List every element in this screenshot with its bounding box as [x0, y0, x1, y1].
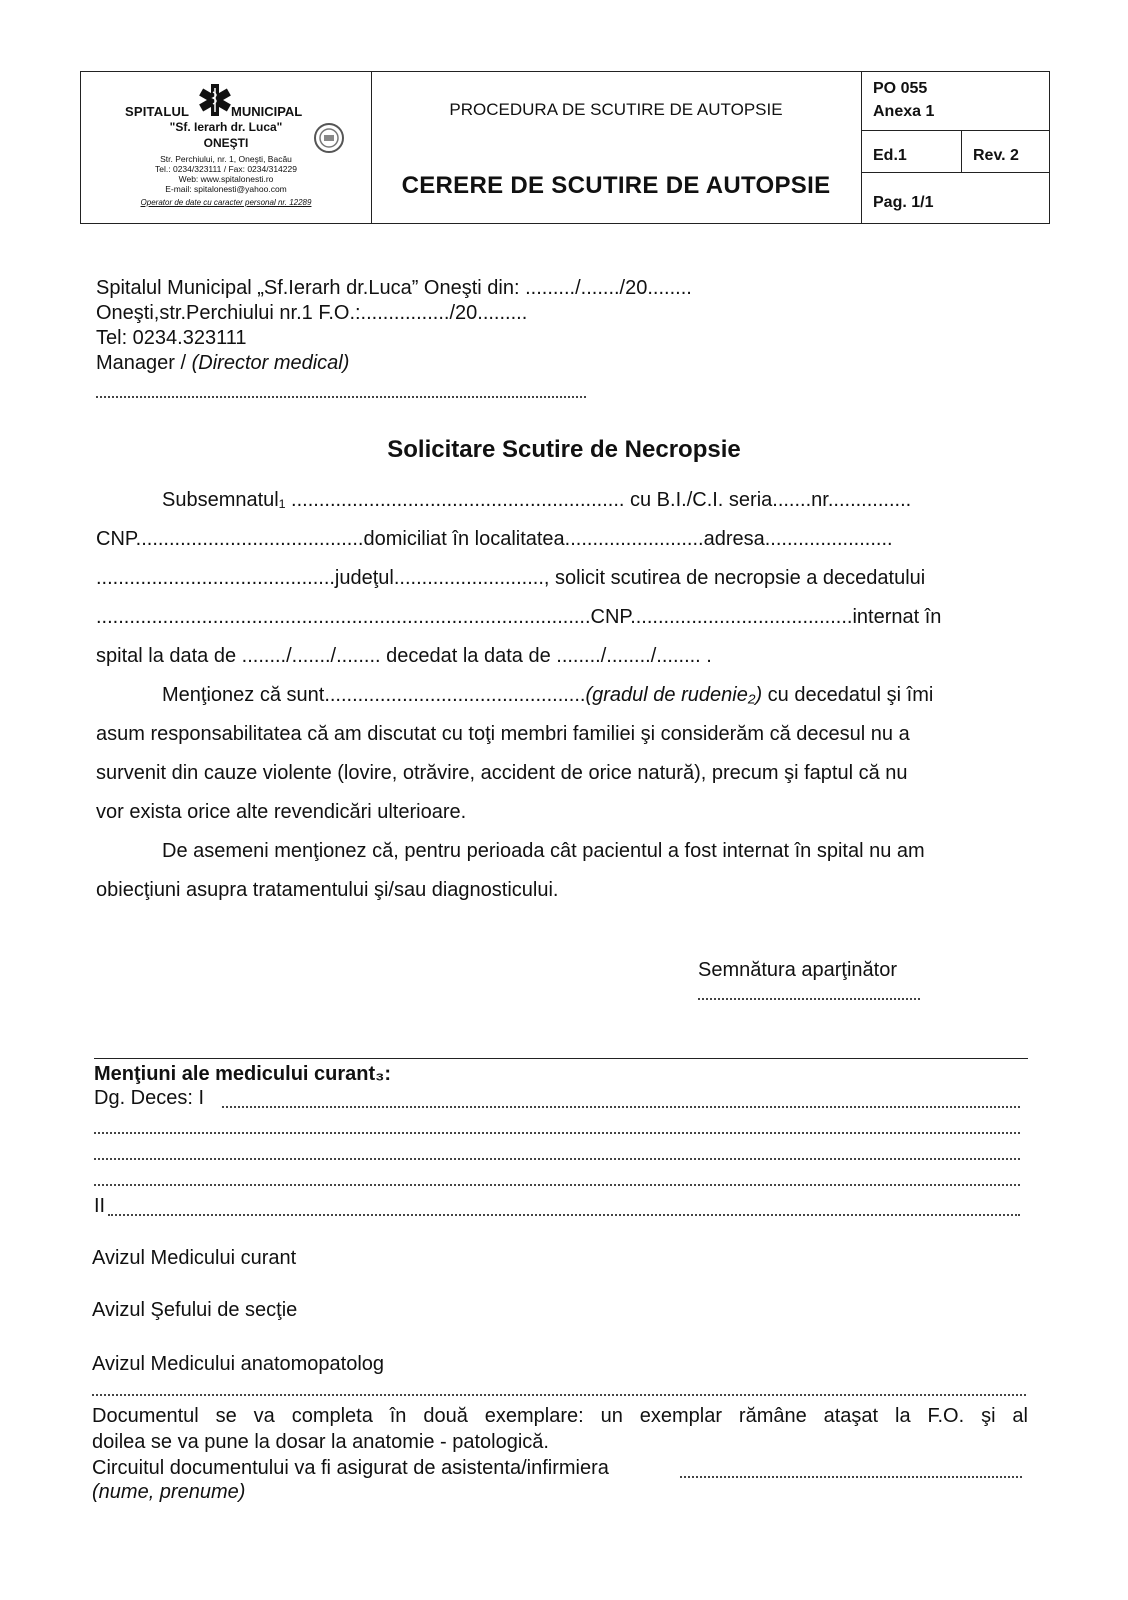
kinship-field: Menţionez că sunt............................................... [162, 684, 586, 706]
director-label: (Director medical) [191, 352, 350, 374]
request-title: Solicitare Scutire de Necropsie [387, 436, 741, 463]
manager-label: Manager / [96, 352, 192, 374]
seal-icon [313, 122, 345, 154]
divider [861, 130, 1049, 131]
body-text: cu decedatul şi îmi [762, 684, 934, 706]
diagnosis-field-5[interactable] [108, 1214, 1020, 1216]
doctor-section-heading: Menţiuni ale medicului curant₃: [94, 1063, 392, 1085]
page-label: Pag. 1/1 [873, 194, 934, 211]
document-header [80, 71, 1050, 224]
diagnosis-field-3[interactable] [94, 1158, 1020, 1160]
address-line-1: Spitalul Municipal „Sf.Ierarh dr.Luca” Oneşti din: ........./......./20........ [96, 277, 692, 299]
body-line: survenit din cauze violente (lovire, otrăvire, accident de orice natură), precum şi faptul că nu [96, 762, 908, 784]
address-line-2: Oneşti,str.Perchiului nr.1 F.O.:................/20......... [96, 302, 528, 324]
footer-note-line: doilea se va pune la dosar la anatomie - patologică. [92, 1431, 549, 1453]
body-line: CNP.........................................domiciliat în localitatea.........................adresa....................... [96, 528, 893, 550]
footer-note-line: Circuitul documentului va fi asigurat de asistenta/infirmiera [92, 1457, 609, 1479]
approval-head-of-department: Avizul Şefului de secţie [92, 1299, 298, 1321]
footer-note-line: (nume, prenume) [92, 1481, 246, 1503]
body-line: Subsemnatul₁ ............................................................ cu B.I./C.I. seria.......nr............... [162, 489, 912, 511]
divider [961, 130, 962, 172]
address-line-4 [96, 351, 349, 375]
procedure-code: PO 055 [873, 80, 928, 97]
section-divider [94, 1058, 1028, 1059]
hospital-logo-block [81, 72, 372, 223]
procedure-block [371, 72, 862, 223]
form-title: CERERE DE SCUTIRE DE AUTOPSIE [401, 172, 831, 199]
nurse-name-field[interactable] [680, 1476, 1022, 1478]
hospital-email: E-mail: spitalonesti@yahoo.com [165, 184, 287, 194]
footer-note-line: Documentul se va completa în două exemplare: un exemplar rămâne ataşat la F.O. şi al [92, 1405, 1028, 1427]
address-line-3: Tel: 0234.323111 [96, 327, 247, 349]
diagnosis-field-1[interactable] [222, 1106, 1020, 1108]
hospital-name-left: SPITALUL [125, 104, 190, 119]
body-line: vor exista orice alte revendicări ulterioare. [96, 801, 467, 823]
revision-label: Rev. 2 [973, 147, 1019, 164]
hospital-web: Web: www.spitalonesti.ro [178, 174, 274, 184]
body-line: ...........................................judeţul..........................., solicit scutirea de necropsie a decedatului [96, 567, 926, 589]
diagnosis-field-4[interactable] [94, 1184, 1020, 1186]
kinship-note: (gradul de rudenie₂) [585, 684, 763, 706]
hospital-address: Str. Perchiului, nr. 1, Oneşti, Bacău [160, 154, 292, 164]
document-code-block [861, 72, 1049, 223]
approval-attending-doctor: Avizul Medicului curant [92, 1247, 297, 1269]
star-of-life-icon [195, 80, 235, 120]
edition-label: Ed.1 [873, 147, 907, 164]
diagnosis-label-2: II [94, 1195, 106, 1217]
data-operator-note: Operator de date cu caracter personal nr. 12289 [140, 198, 312, 207]
body-line: spital la data de ......../......./........ decedat la data de ......../......../........ . [96, 645, 712, 667]
signature-field[interactable] [698, 998, 920, 1000]
recipient-name-field[interactable] [96, 396, 586, 398]
divider [861, 172, 1049, 173]
hospital-phone: Tel.: 0234/323111 / Fax: 0234/314229 [155, 164, 297, 174]
body-line: De asemeni menţionez că, pentru perioada cât pacientul a fost internat în spital nu am [162, 840, 925, 862]
body-line: .........................................................................................CNP........................................internat în [96, 606, 942, 628]
approval-field[interactable] [92, 1394, 1026, 1396]
body-line [162, 683, 933, 707]
body-line: asum responsabilitatea că am discutat cu toţi membri familiei şi considerăm că decesul nu a [96, 723, 910, 745]
hospital-patron: "Sf. Ierarh dr. Luca" [169, 120, 283, 134]
body-line: obiecţiuni asupra tratamentului şi/sau diagnosticului. [96, 879, 559, 901]
diagnosis-label-1: Dg. Deces: I [94, 1087, 205, 1109]
approval-pathologist: Avizul Medicului anatomopatolog [92, 1353, 385, 1375]
procedure-name: PROCEDURA DE SCUTIRE DE AUTOPSIE [449, 100, 783, 119]
hospital-city: ONEŞTI [203, 136, 249, 150]
diagnosis-field-2[interactable] [94, 1132, 1020, 1134]
signature-label: Semnătura aparţinător [698, 959, 898, 981]
annex-label: Anexa 1 [873, 103, 935, 120]
hospital-name-right: MUNICIPAL [231, 104, 303, 119]
